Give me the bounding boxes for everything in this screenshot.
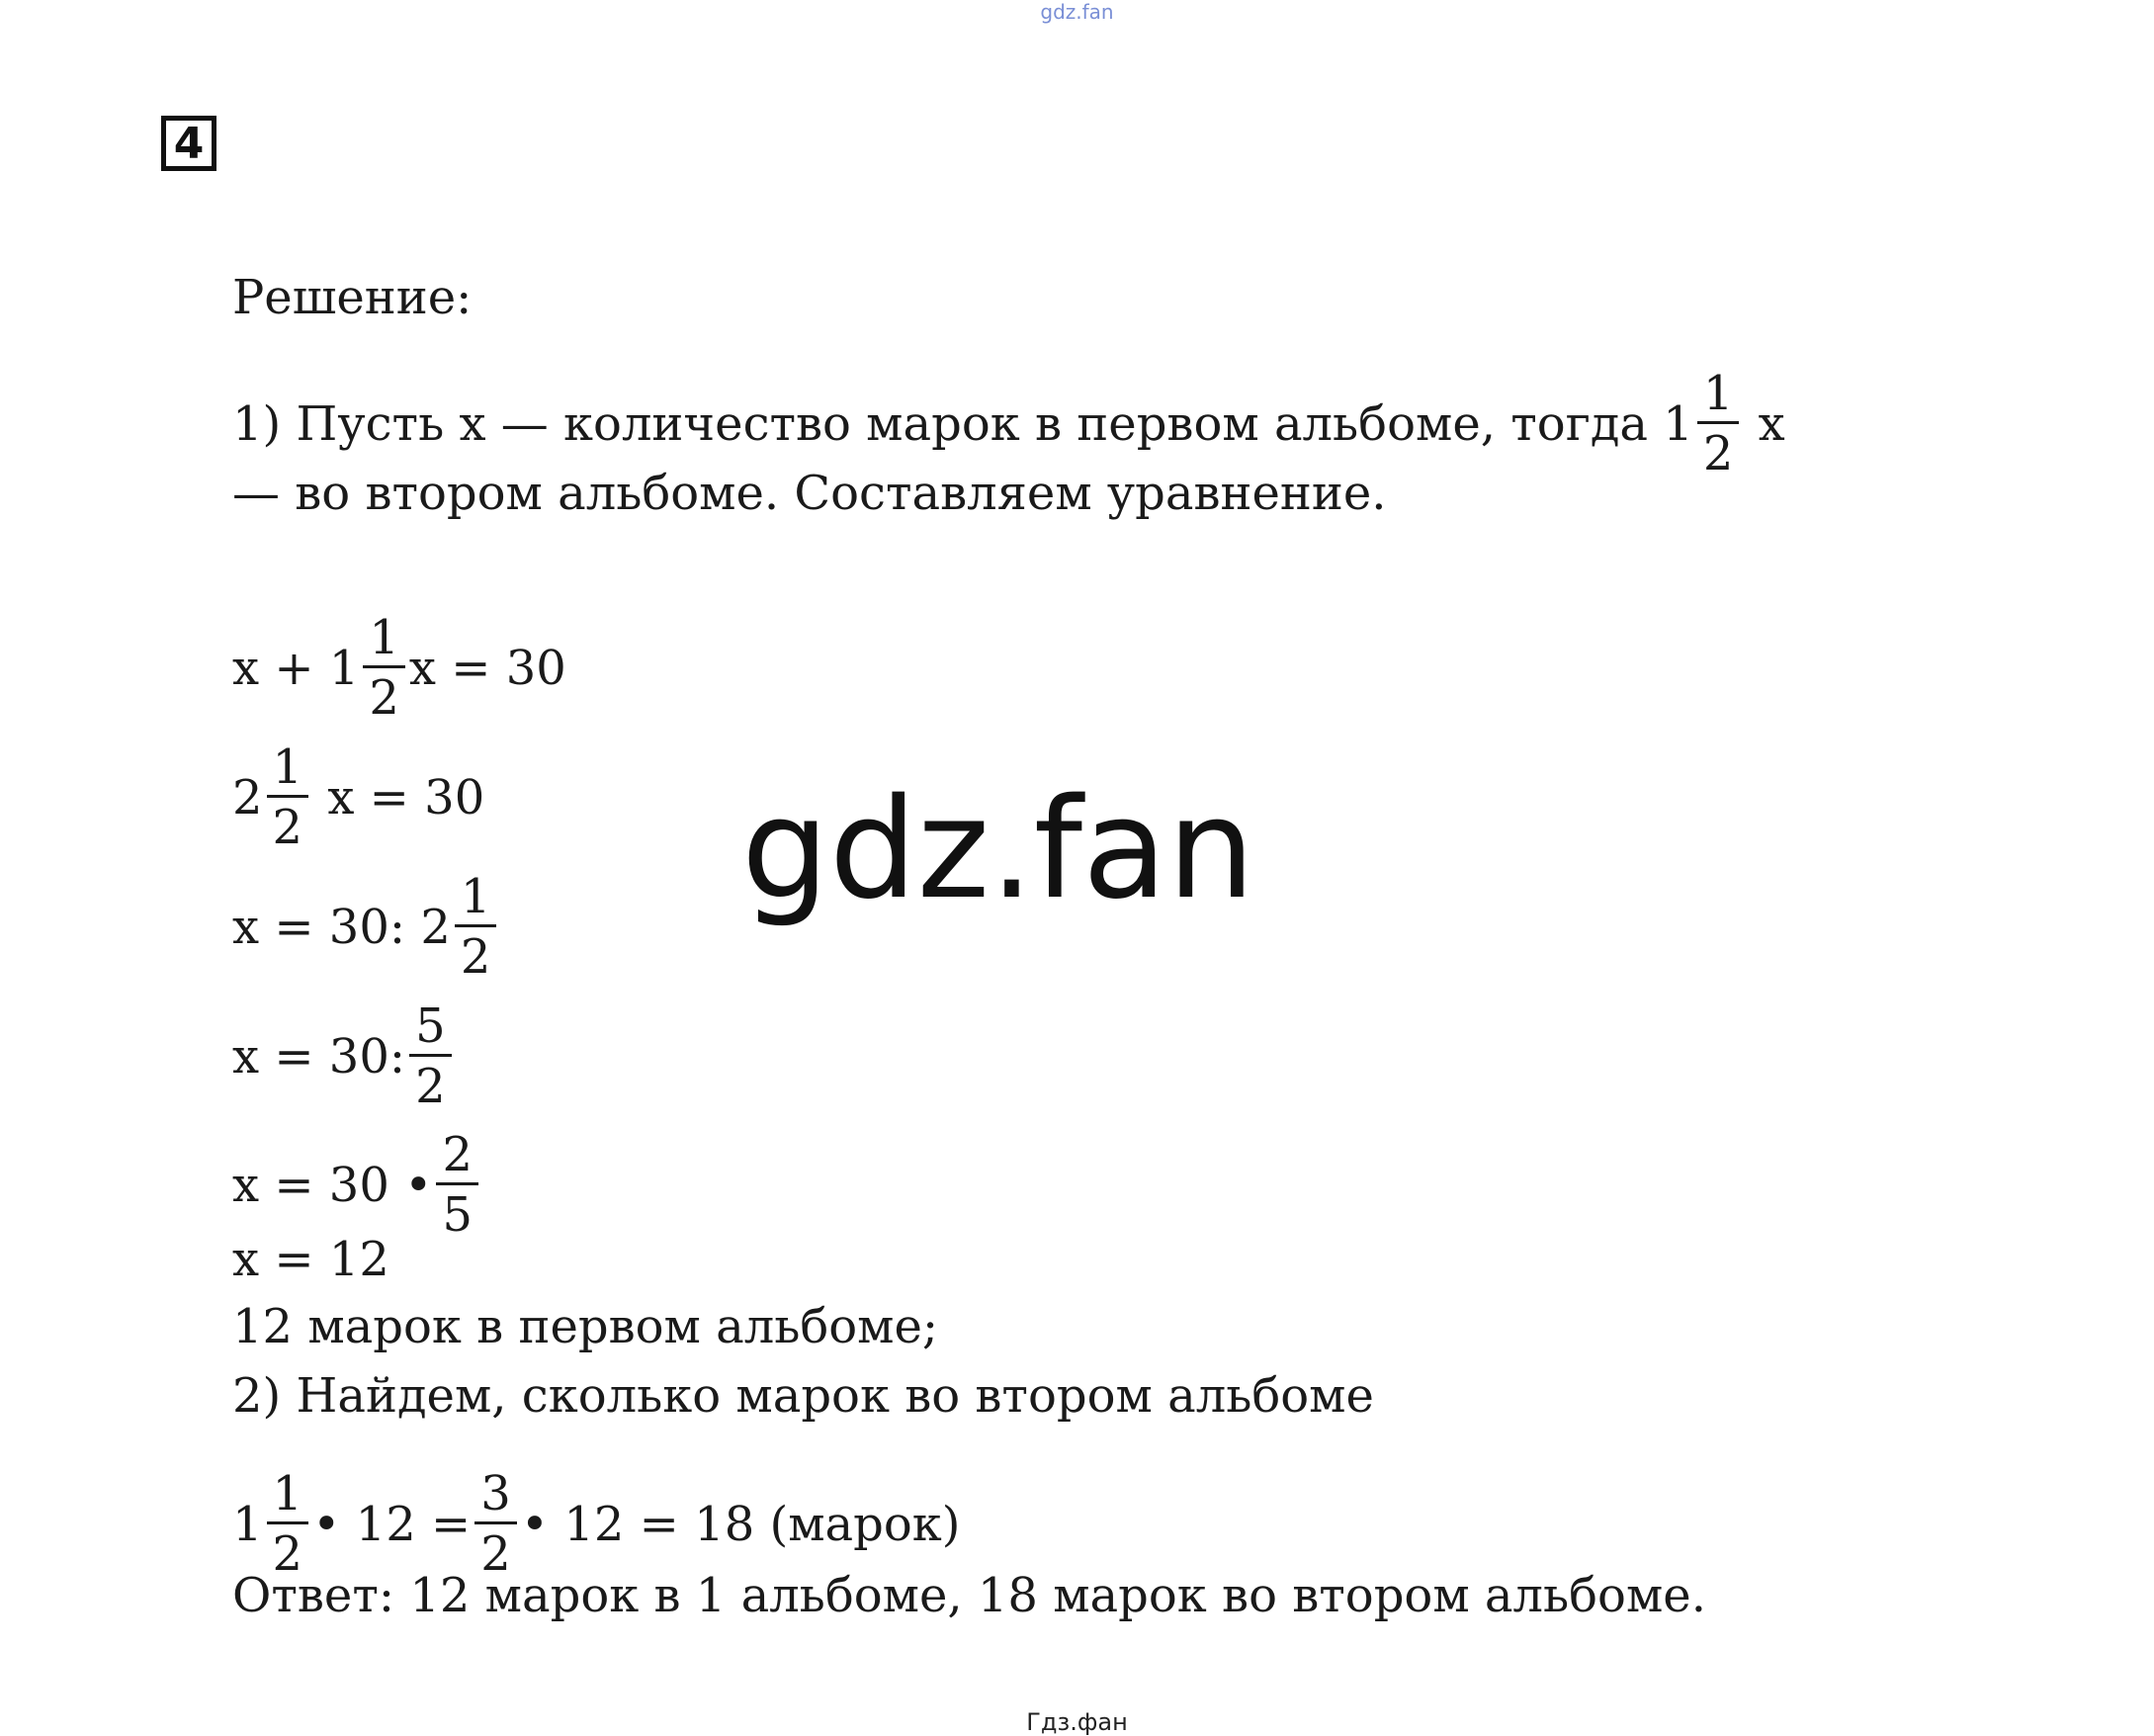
equation-3 (232, 869, 500, 985)
fraction-numerator: 1 (369, 610, 399, 665)
footer-site-mark: Гдз.фан (1026, 1708, 1128, 1736)
fraction-one-half (363, 610, 405, 726)
fraction-denominator: 5 (436, 1182, 478, 1239)
eq1-after: x = 30 (408, 641, 566, 696)
eq2-before: 2 (232, 770, 263, 825)
fraction-denominator: 2 (363, 665, 405, 722)
step2-line: 2) Найдем, сколько марок во втором альбоме (232, 1368, 1374, 1424)
fraction-numerator: 3 (480, 1466, 511, 1521)
calc-mid-1: • 12 = (312, 1497, 472, 1552)
fraction-numerator: 1 (460, 869, 491, 924)
task-number-box: 4 (161, 116, 216, 171)
fraction-numerator: 5 (415, 998, 446, 1054)
fraction-five-halves (409, 998, 452, 1114)
fraction-numerator: 2 (442, 1127, 473, 1182)
equation-2 (232, 739, 485, 855)
fraction-two-fifths (436, 1127, 478, 1243)
step1-text-after: x (1743, 396, 1785, 452)
fraction-three-halves (474, 1466, 517, 1582)
header-site-mark: gdz.fan (1040, 0, 1114, 24)
fraction-numerator: 1 (272, 1466, 303, 1521)
calc-mid-2: • 12 = 18 (марок) (520, 1497, 961, 1552)
fraction-one-half (455, 869, 497, 985)
step1-text-before: 1) Пусть x — количество марок в первом альбоме, тогда 1 (232, 396, 1693, 452)
fraction-one-half (267, 739, 309, 855)
answer-line: Ответ: 12 марок в 1 альбоме, 18 марок во втором альбоме. (232, 1568, 1706, 1623)
fraction-denominator: 2 (1697, 421, 1740, 477)
fraction-numerator: 1 (1702, 366, 1734, 421)
equation-1 (232, 610, 566, 726)
fraction-one-half (267, 1466, 309, 1582)
eq1-before: x + 1 (232, 641, 360, 696)
step1-line2: — во втором альбоме. Составляем уравнение. (232, 466, 1387, 521)
watermark: gdz.fan (741, 769, 1255, 930)
calc-before: 1 (232, 1497, 263, 1552)
eq4-before: x = 30: (232, 1029, 406, 1085)
calculation-line (232, 1466, 961, 1582)
fraction-one-half (1697, 366, 1740, 481)
equation-6: x = 12 (232, 1232, 389, 1287)
fraction-denominator: 2 (455, 924, 497, 981)
equation-4 (232, 998, 456, 1114)
fraction-denominator: 2 (267, 1521, 309, 1578)
eq2-after: x = 30 (312, 770, 485, 825)
equation-5 (232, 1127, 482, 1243)
eq3-before: x = 30: 2 (232, 900, 451, 955)
fraction-denominator: 2 (474, 1521, 517, 1578)
result-line-1: 12 марок в первом альбоме; (232, 1299, 939, 1354)
eq5-before: x = 30 • (232, 1158, 433, 1213)
solution-title: Решение: (232, 270, 473, 325)
fraction-denominator: 2 (409, 1054, 452, 1110)
fraction-numerator: 1 (272, 739, 303, 795)
fraction-denominator: 2 (267, 795, 309, 851)
